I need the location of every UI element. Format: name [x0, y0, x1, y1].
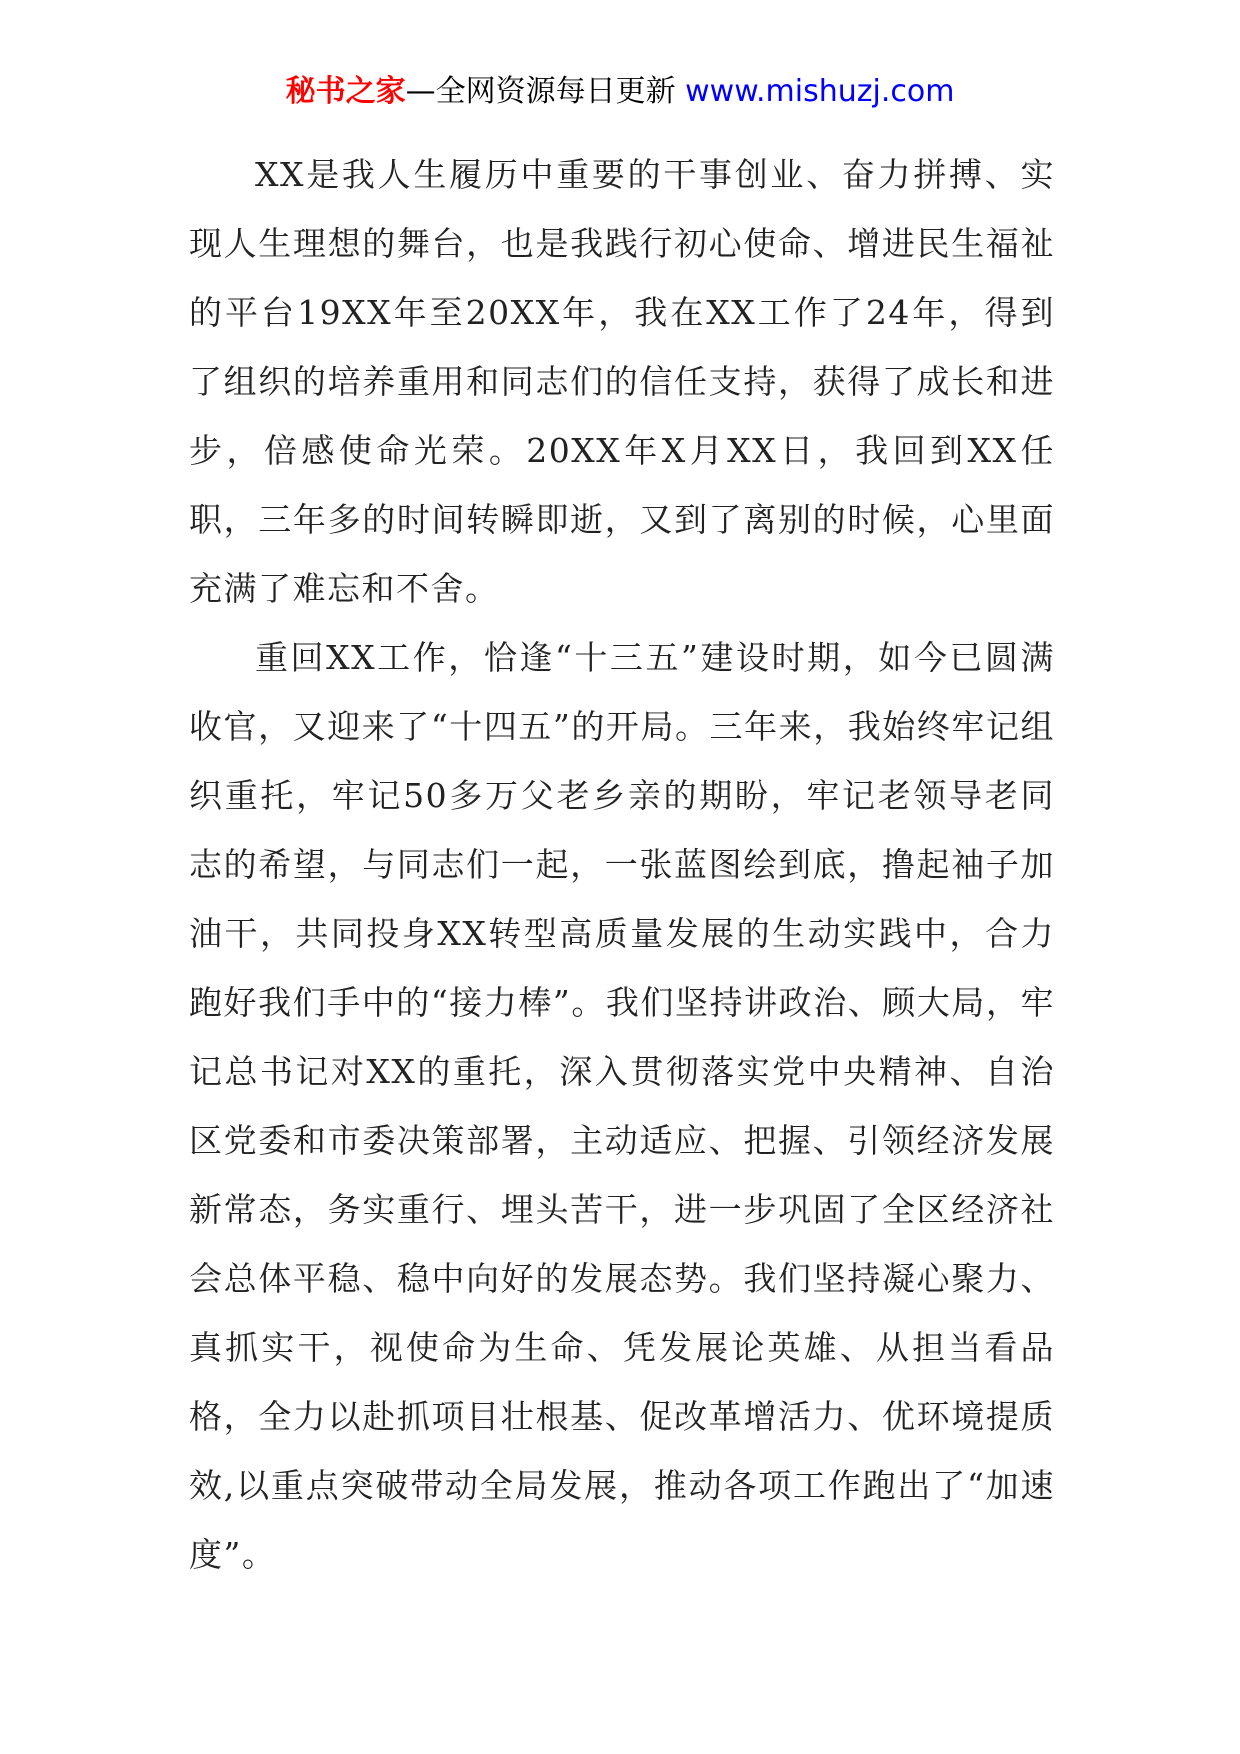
site-url-link[interactable]: www.mishuzj.com — [685, 74, 955, 109]
paragraph-1: XX是我人生履历中重要的干事创业、奋力拼搏、实现人生理想的舞台，也是我践行初心使命、增进民生福祉的平台19XX年至20XX年，我在XX工作了24年，得到了组织的培养重用和同志们的信任支持，获得了成长和进步，倍感使命光荣。20XX年X月XX日，我回到XX任职，三年多的时间转瞬即逝，又到了离别的时候，心里面充满了难忘和不舍。 — [189, 155, 1055, 608]
site-brand: 秘书之家 — [285, 74, 406, 109]
paragraph-2: 重回XX工作，恰逢“十三五”建设时期，如今已圆满收官，又迎来了“十四五”的开局。三年来，我始终牢记组织重托，牢记50多万父老乡亲的期盼，牢记老领导老同志的希望，与同志们一起，一张蓝图绘到底，撸起袖子加油干，共同投身XX转型高质量发展的生动实践中，合力跑好我们手中的“接力棒”。我们坚持讲政治、顾大局，牢记总书记对XX的重托，深入贯彻落实党中央精神、自治区党委和市委决策部署，主动适应、把握、引领经济发展新常态，务实重行、埋头苦干，进一步巩固了全区经济社会总体平稳、稳中向好的发展态势。我们坚持凝心聚力、真抓实干，视使命为生命、凭发展论英雄、从担当看品格，全力以赴抓项目壮根基、促改革增活力、优环境提质效,以重点突破带动全局发展，推动各项工作跑出了“加速度”。 — [189, 638, 1055, 1574]
site-tagline: —全网资源每日更新 — [405, 74, 686, 109]
document-body — [189, 140, 1055, 1589]
site-header — [0, 72, 1240, 112]
